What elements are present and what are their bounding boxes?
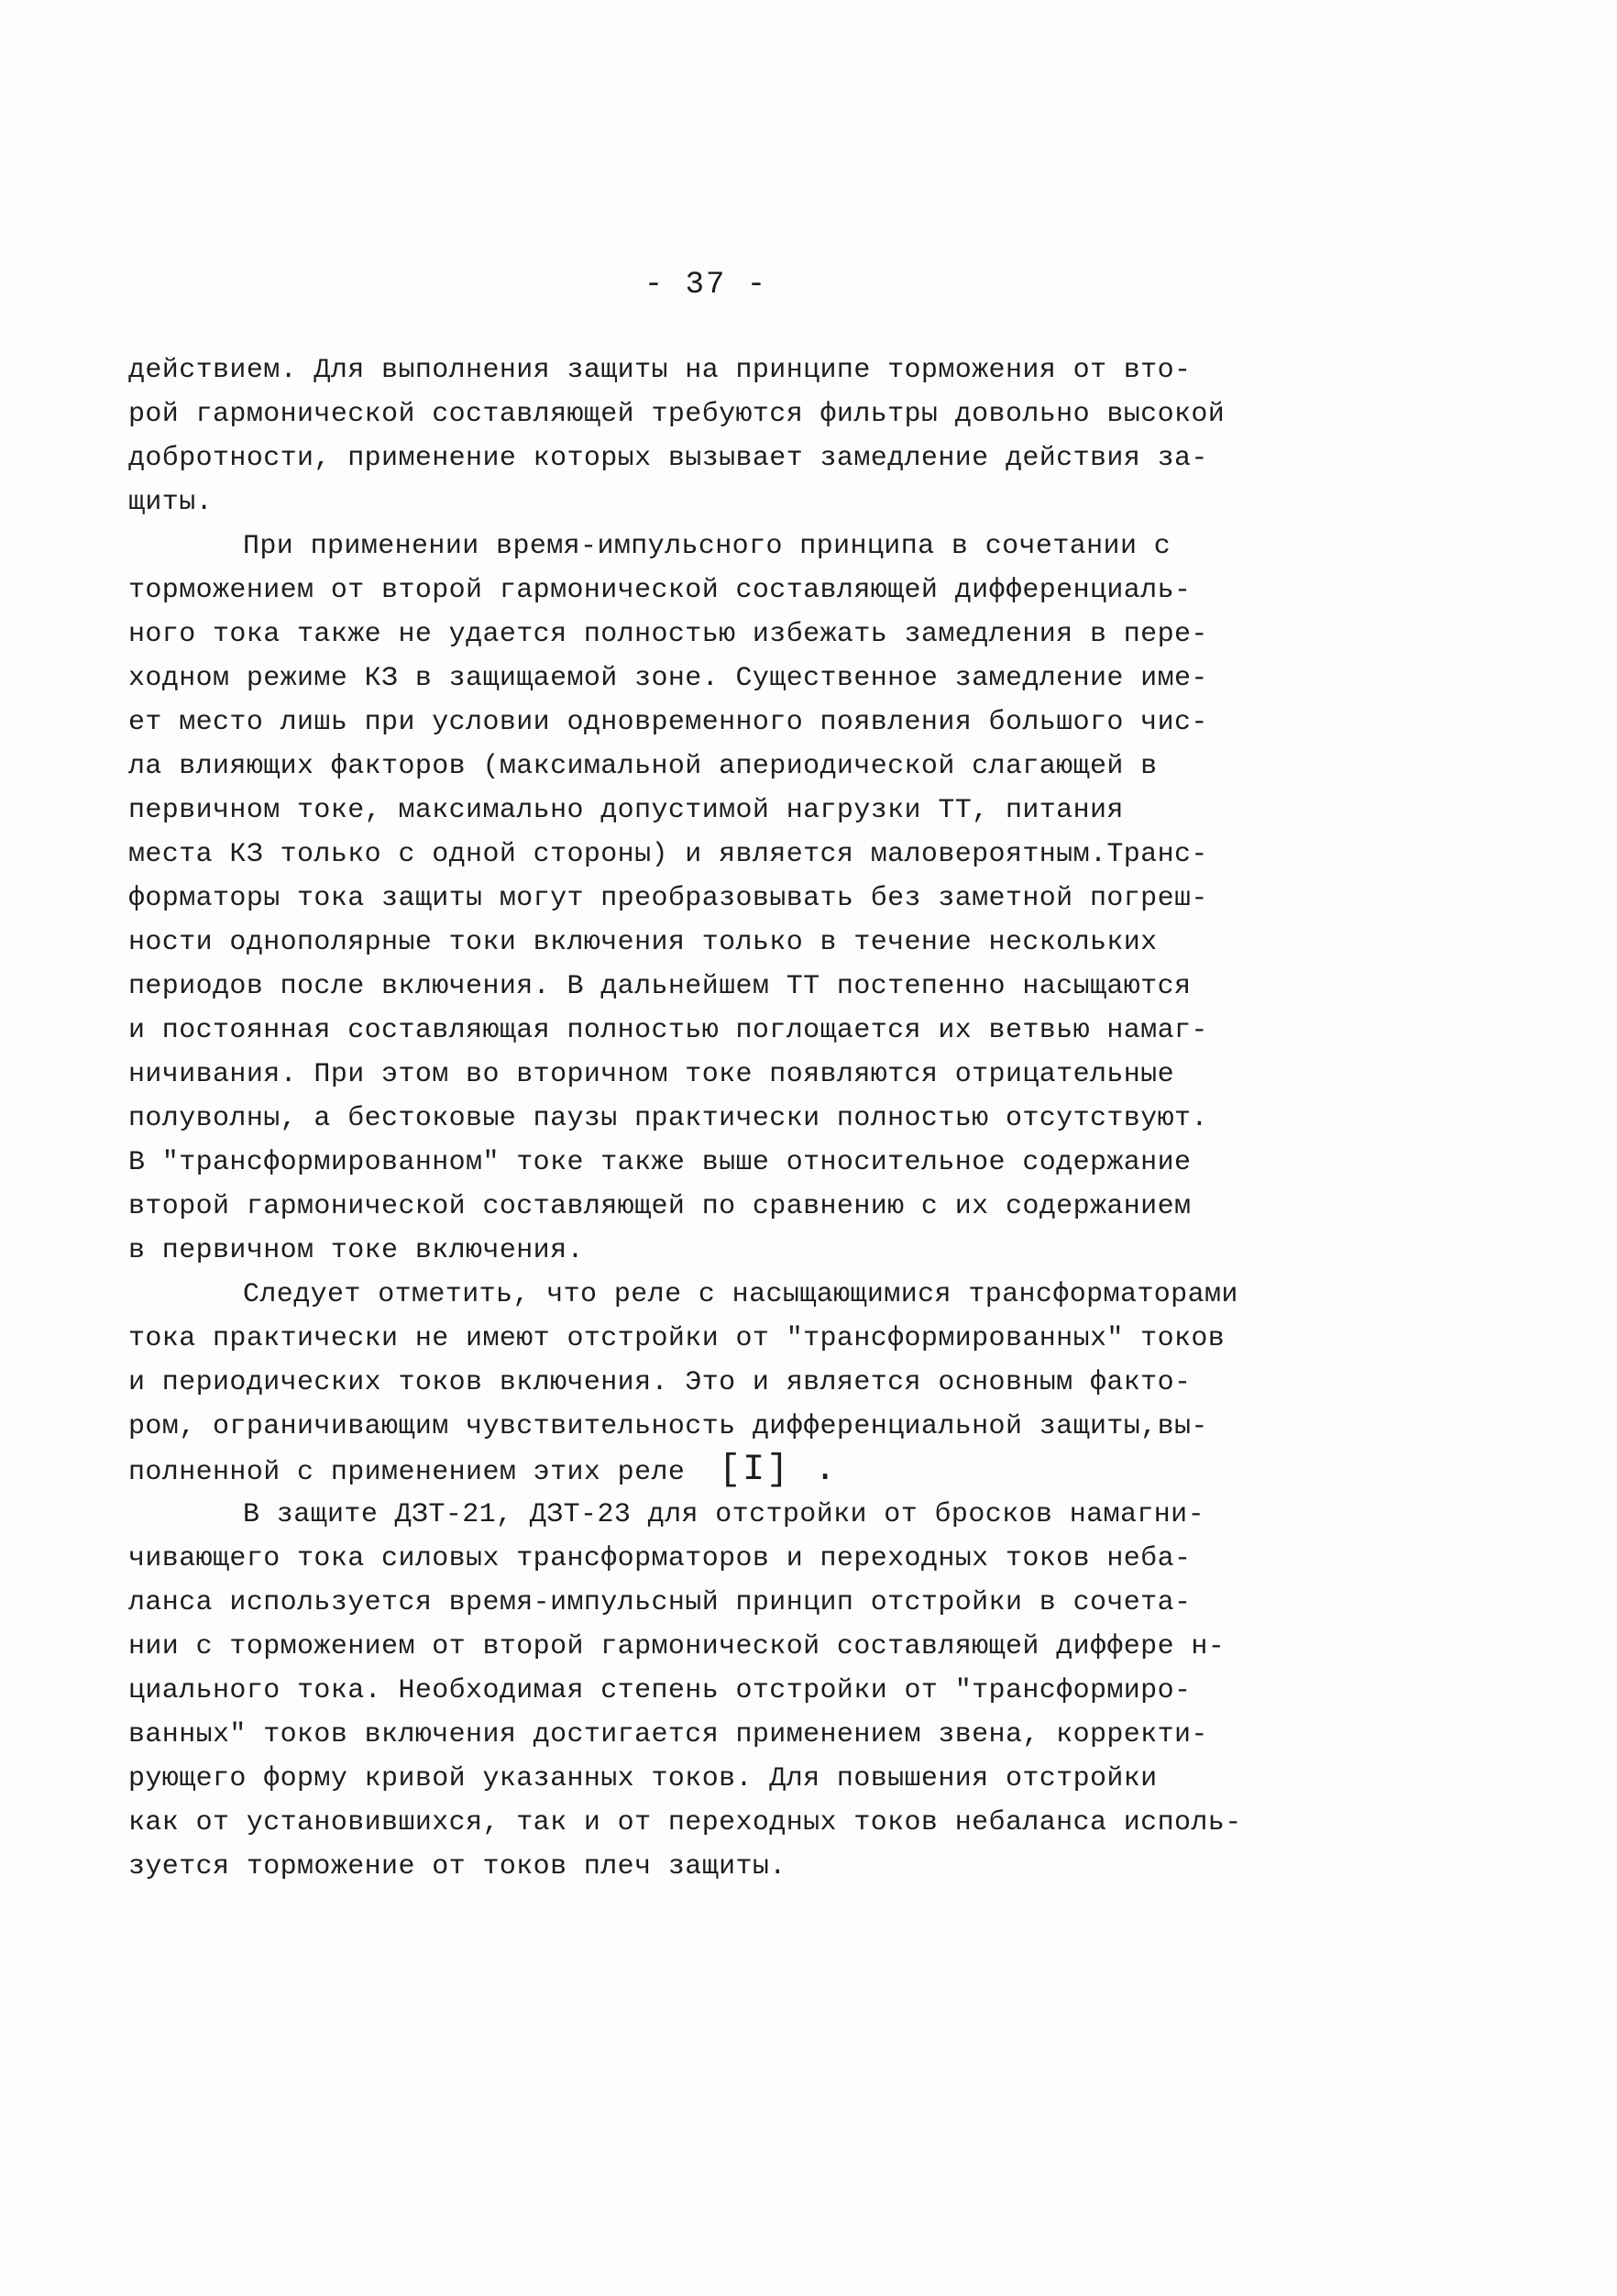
text-line: и постоянная составляющая полностью поглощается их ветвью намаг-: [128, 1015, 1208, 1046]
text-line: нии с торможением от второй гармонической составляющей диффере н-: [128, 1631, 1226, 1662]
text-line: рой гармонической составляющей требуются фильтры довольно высокой: [128, 399, 1226, 430]
text-line: щиты.: [128, 487, 214, 518]
text-line: тока практически не имеют отстройки от "трансформированных" токов: [128, 1323, 1226, 1354]
text-line: как от установившихся, так и от переходных токов небаланса исполь-: [128, 1807, 1242, 1838]
text-line: форматоры тока защиты могут преобразовывать без заметной погреш-: [128, 883, 1208, 914]
text-line: ром, ограничивающим чувствительность дифференциальной защиты,вы-: [128, 1411, 1208, 1442]
text-line: добротности, применение которых вызывает замедление действия за-: [128, 443, 1208, 474]
page-number: - 37 -: [644, 268, 768, 303]
text-line: ла влияющих факторов (максимальной апериодической слагающей в: [128, 751, 1158, 782]
citation-reference: [I] .: [719, 1450, 839, 1491]
text-line: ланса используется время-импульсный принцип отстройки в сочета-: [128, 1587, 1192, 1618]
text-line: полненной с применением этих реле: [128, 1457, 686, 1488]
text-line: второй гармонической составляющей по сравнению с их содержанием: [128, 1191, 1192, 1222]
text-line: и периодических токов включения. Это и является основным факто-: [128, 1367, 1192, 1398]
text-line: ности однополярные токи включения только в течение нескольких: [128, 927, 1158, 958]
text-line: При применении время-импульсного принципа в сочетании с: [243, 531, 1172, 562]
text-line: в первичном токе включения.: [128, 1235, 584, 1266]
text-line: ничивания. При этом во вторичном токе появляются отрицательные: [128, 1059, 1174, 1090]
paragraph-1: [128, 348, 1338, 524]
body-text: [128, 348, 1338, 1889]
text-line: Следует отметить, что реле с насыщающимися трансформаторами: [243, 1279, 1238, 1310]
paragraph-3: [128, 1273, 1338, 1493]
text-line: ного тока также не удается полностью избежать замедления в пере-: [128, 619, 1208, 650]
text-line: зуется торможение от токов плеч защиты.: [128, 1851, 786, 1882]
text-line: ванных" токов включения достигается применением звена, корректи-: [128, 1719, 1208, 1750]
paragraph-2: [128, 524, 1338, 1273]
text-line: В "трансформированном" токе также выше относительное содержание: [128, 1147, 1192, 1178]
text-line: полуволны, а бестоковые паузы практически полностью отсутствуют.: [128, 1103, 1208, 1134]
text-line-with-citation: [128, 1449, 1338, 1493]
text-line: места КЗ только с одной стороны) и является маловероятным.Транс-: [128, 839, 1208, 870]
text-line: В защите ДЗТ-21, ДЗТ-23 для отстройки от бросков намагни-: [243, 1499, 1204, 1530]
text-line: ходном режиме КЗ в защищаемой зоне. Существенное замедление име-: [128, 663, 1208, 694]
text-line: периодов после включения. В дальнейшем ТТ постепенно насыщаются: [128, 971, 1192, 1002]
text-line: ет место лишь при условии одновременного появления большого чис-: [128, 707, 1208, 738]
text-line: циального тока. Необходимая степень отстройки от "трансформиро-: [128, 1675, 1192, 1706]
text-line: торможением от второй гармонической составляющей дифференциаль-: [128, 575, 1192, 606]
text-line: рующего форму кривой указанных токов. Для повышения отстройки: [128, 1763, 1158, 1794]
text-line: действием. Для выполнения защиты на принципе торможения от вто-: [128, 355, 1192, 386]
text-line: первичном токе, максимально допустимой нагрузки ТТ, питания: [128, 795, 1124, 826]
text-line: чивающего тока силовых трансформаторов и переходных токов неба-: [128, 1543, 1192, 1574]
paragraph-4: [128, 1493, 1338, 1889]
